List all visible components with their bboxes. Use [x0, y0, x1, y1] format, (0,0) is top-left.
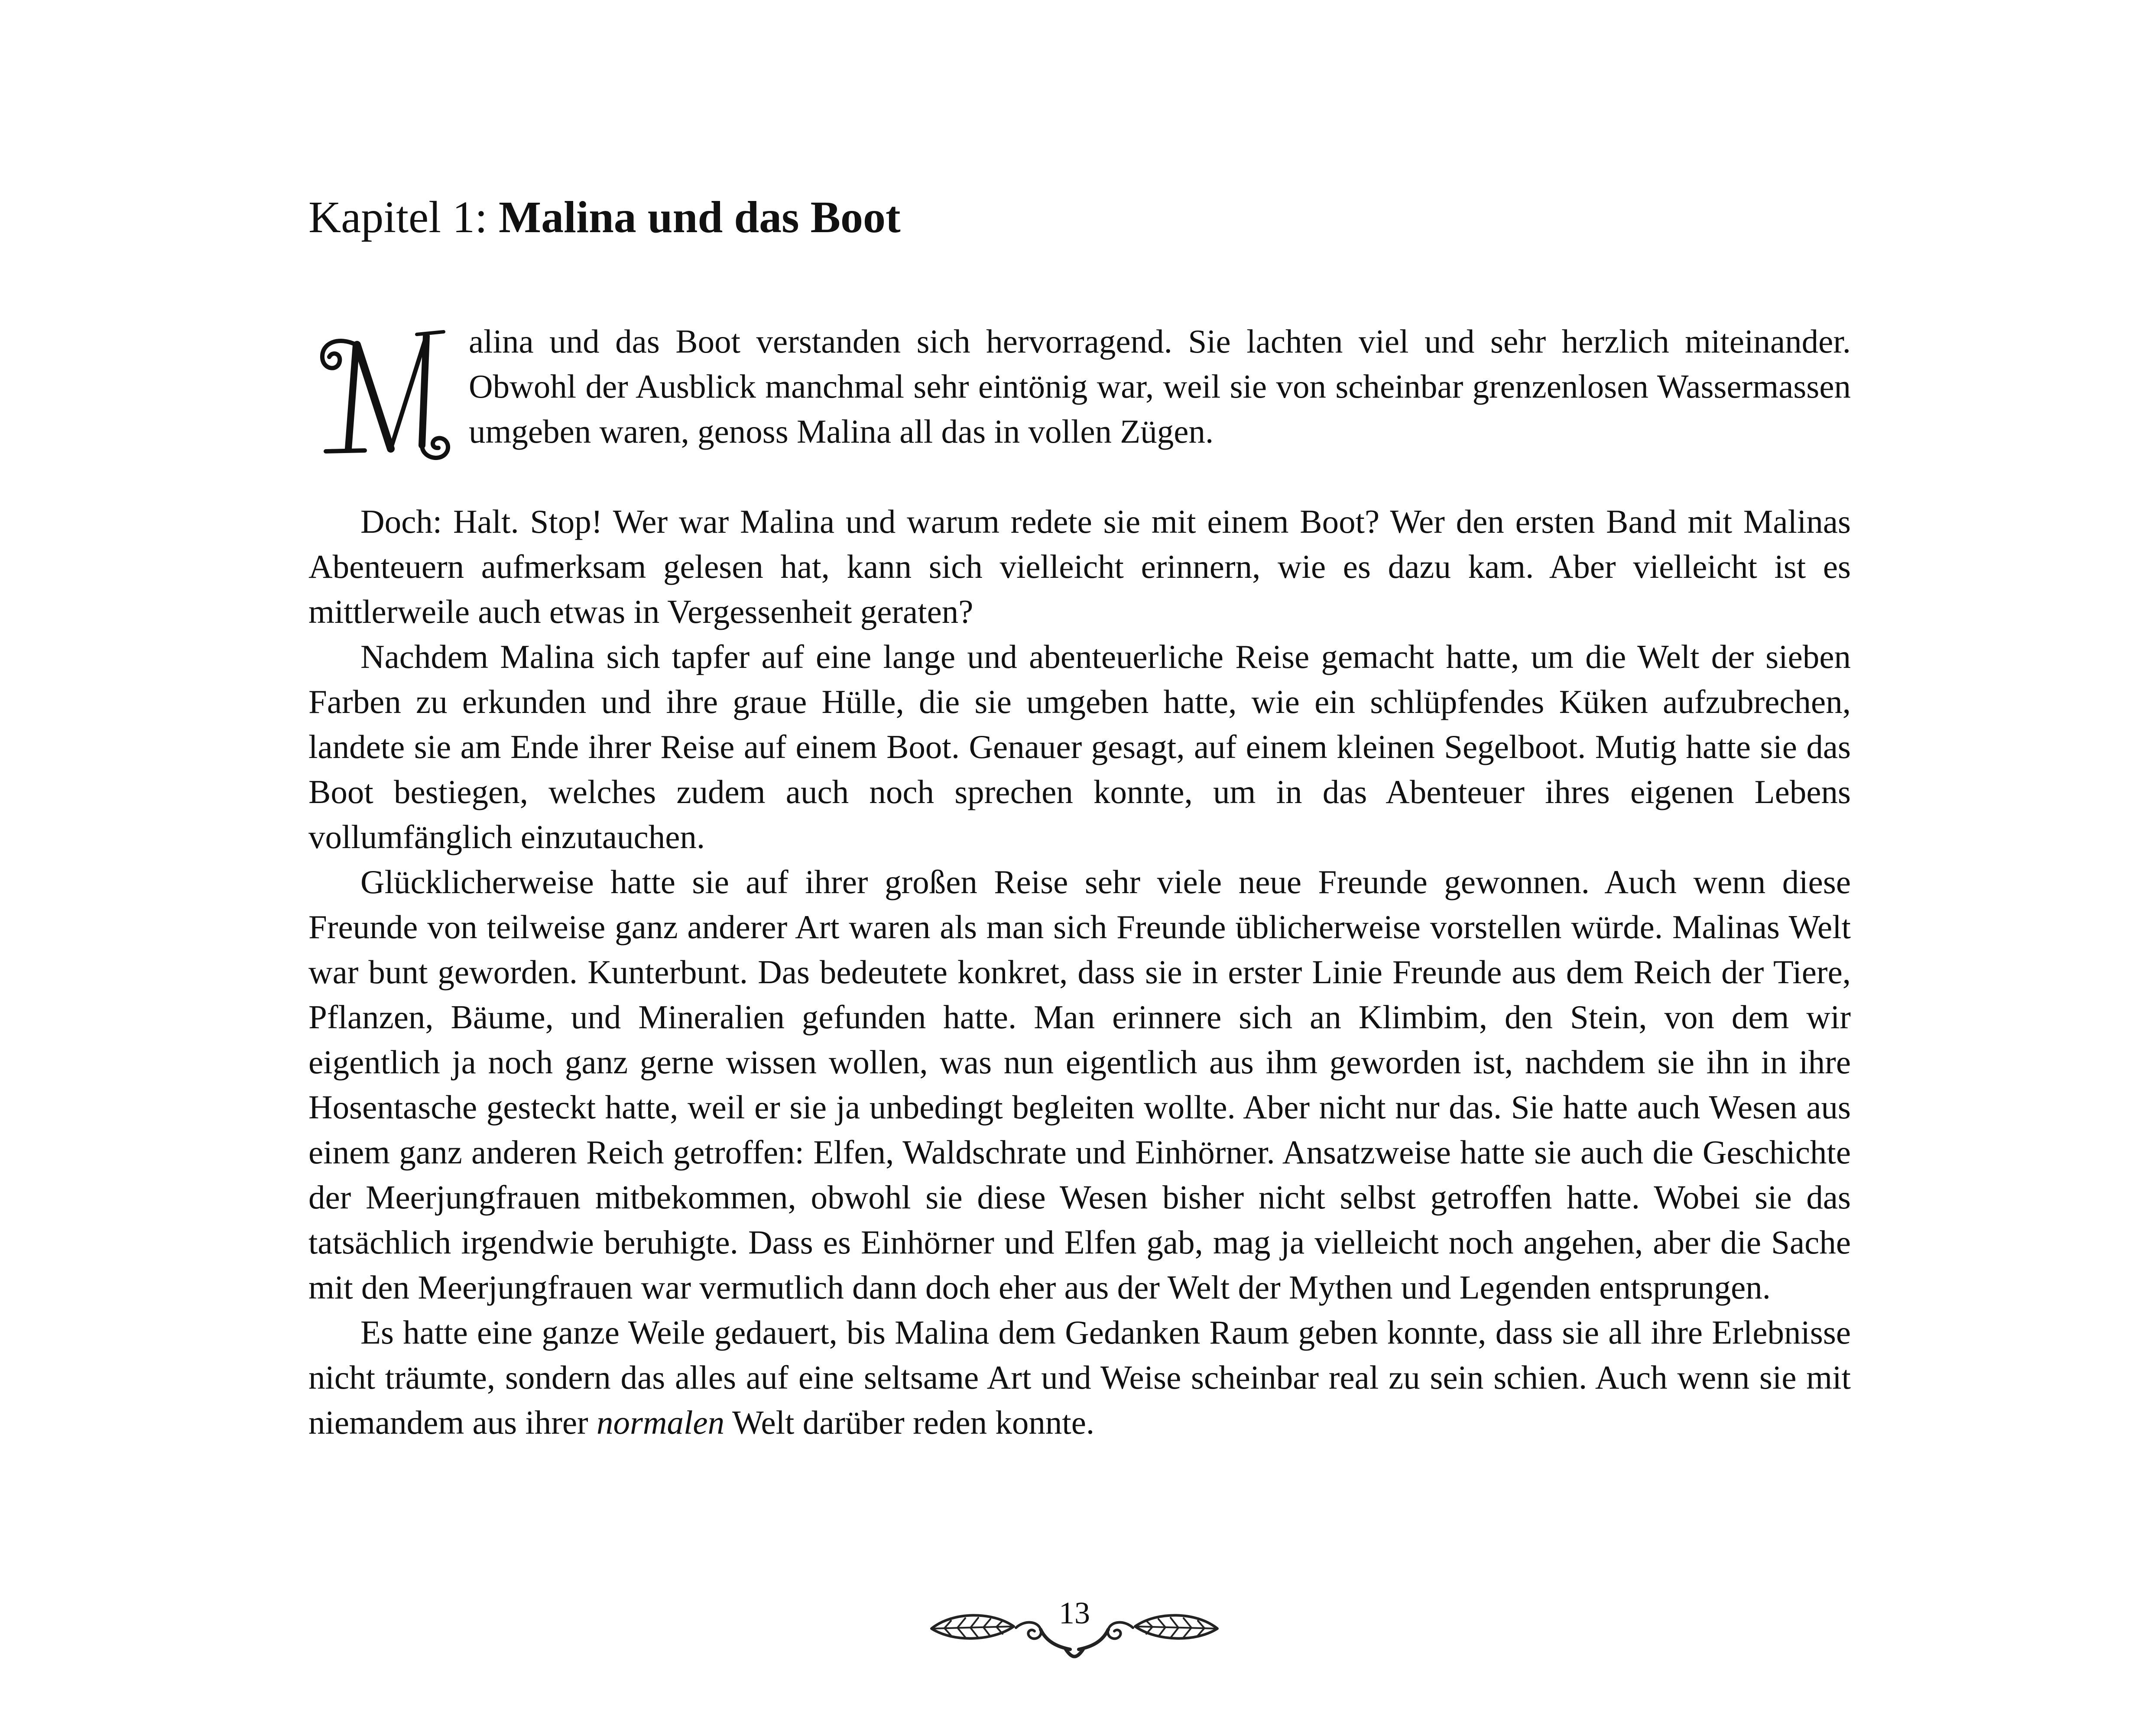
emphasis-word: normalen [596, 1404, 725, 1441]
paragraph-last [308, 1310, 1851, 1445]
intro-text: alina und das Boot verstanden sich hervorragend. Sie lachten viel und sehr herzlich miteinander. Obwohl der Ausblick manchmal sehr eintönig war, weil sie von scheinbar grenzenlosen Wassermassen umgeben waren, genoss Malina all das in vollen Zügen. [469, 323, 1851, 450]
dropcap-m-icon [308, 319, 456, 462]
page-number: 13 [1059, 1596, 1090, 1630]
paragraph: Nachdem Malina sich tapfer auf eine lange und abenteuerliche Reise gemacht hatte, um die Welt der sieben Farben zu erkunden und ihre graue Hülle, die sie umgeben hatte, wie ein schlüpfendes Küken aufzubrechen, landete sie am Ende ihrer Reise auf einem Boot. Genauer gesagt, auf einem kleinen Segelboot. Mutig hatte sie das Boot bestiegen, welches zudem auch noch sprechen konnte, um in das Abenteuer ihres eigenen Lebens vollumfänglich einzutauchen. [308, 638, 1851, 855]
paragraph-text-after: Welt darüber reden konnte. [724, 1404, 1095, 1441]
chapter-title: Malina und das Boot [499, 192, 901, 242]
chapter-label: Kapitel 1: [308, 192, 488, 242]
body-text [308, 499, 1851, 1445]
page-footer [927, 1594, 1222, 1663]
paragraph-text-before: Es hatte eine ganze Weile gedauert, bis Malina dem Gedanken Raum geben konnte, dass sie all ihre Erlebnisse nicht träumte, sondern das alles auf eine seltsame Art und Weise scheinbar real zu sein schien. Auch wenn sie mit niemandem aus ihrer [308, 1314, 1851, 1441]
intro-paragraph [308, 319, 1851, 462]
chapter-heading [308, 191, 901, 245]
paragraph: Glücklicherweise hatte sie auf ihrer großen Reise sehr viele neue Freunde gewonnen. Auch wenn diese Freunde von teilweise ganz anderer Art waren als man sich Freunde üblicherweise vorstellen würde. Malinas Welt war bunt geworden. Kunterbunt. Das bedeutete konkret, dass sie in erster Linie Freunde aus dem Reich der Tiere, Pflanzen, Bäume, und Mineralien gefunden hatte. Man erinnere sich an Klimbim, den Stein, von dem wir eigentlich ja noch ganz gerne wissen wollen, was nun eigentlich aus ihm geworden ist, nachdem sie ihn in ihre Hosentasche gesteckt hatte, weil er sie ja unbedingt begleiten wollte. Aber nicht nur das. Sie hatte auch Wesen aus einem ganz anderen Reich getroffen: Elfen, Waldschrate und Einhörner. Ansatzweise hatte sie auch die Geschichte der Meerjungfrauen mitbekommen, obwohl sie diese Wesen bisher nicht selbst getroffen hatte. Wobei sie das tatsächlich irgendwie beruhigte. Dass es Einhörner und Elfen gab, mag ja vielleicht noch angehen, aber die Sache mit den Meerjungfrauen war vermutlich dann doch eher aus der Welt der Mythen und Legenden entsprungen. [308, 863, 1851, 1306]
paragraph: Doch: Halt. Stop! Wer war Malina und warum redete sie mit einem Boot? Wer den ersten Band mit Malinas Abenteuern aufmerksam gelesen hat, kann sich vielleicht erinnern, wie es dazu kam. Aber vielleicht ist es mittlerweile auch etwas in Vergessenheit geraten? [308, 503, 1851, 630]
